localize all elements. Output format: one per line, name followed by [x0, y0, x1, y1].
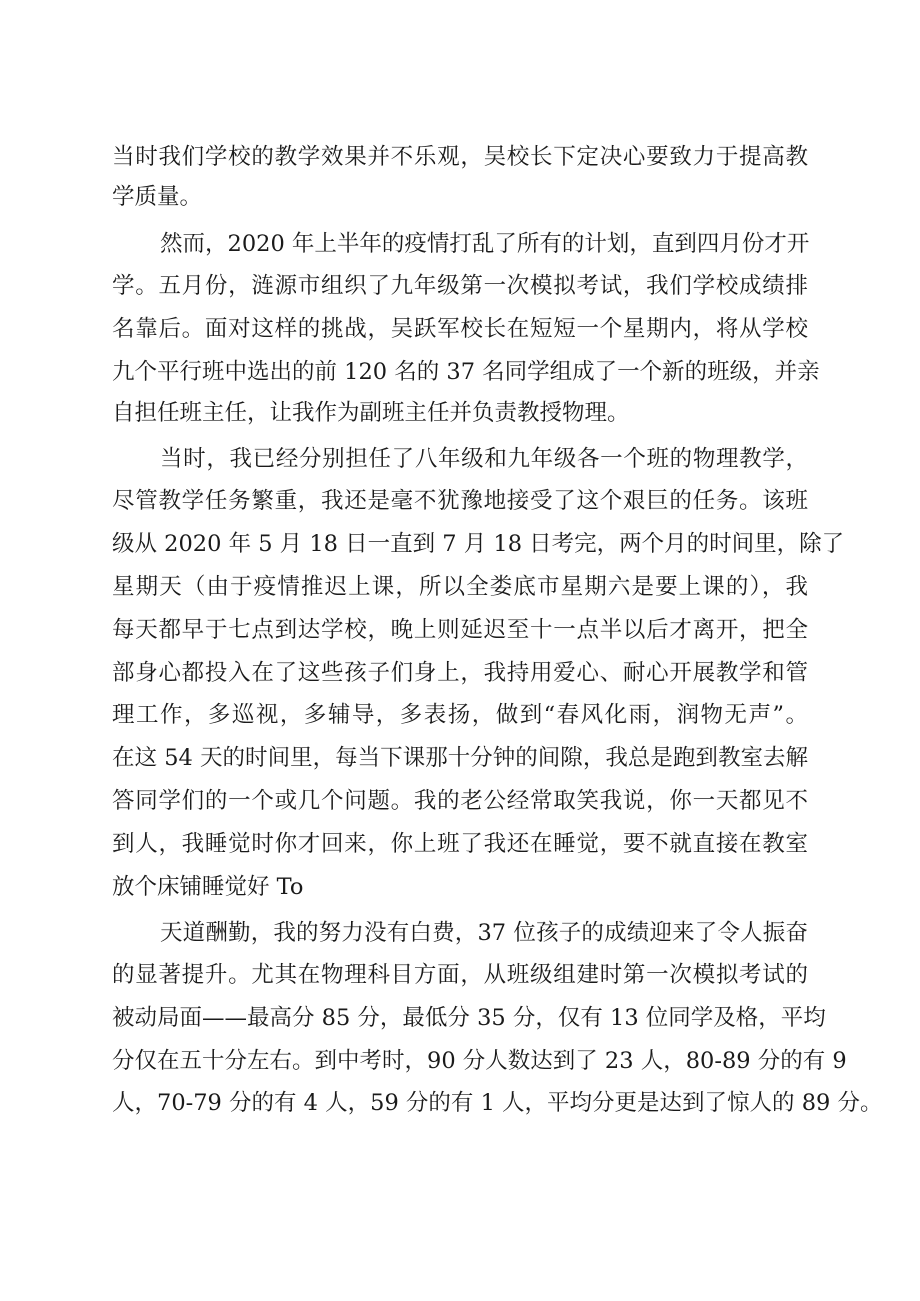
- paragraph-3-line-4: 星期天（由于疫情推迟上课，所以全娄底市星期六是要上课的），我: [112, 574, 808, 600]
- paragraph-4-line-4: 分仅在五十分左右。到中考时，90 分人数达到了 23 人，80-89 分的有 9: [112, 1048, 847, 1074]
- paragraph-4-line-3: 被动局面——最高分 85 分，最低分 35 分，仅有 13 位同学及格，平均: [112, 1005, 826, 1031]
- paragraph-4-line-2: 的显著提升。尤其在物理科目方面，从班级组建时第一次模拟考试的: [112, 962, 808, 988]
- paragraph-2-line-2: 学。五月份，涟源市组织了九年级第一次模拟考试，我们学校成绩排: [112, 273, 808, 299]
- paragraph-3-line-10: 到人，我睡觉时你才回来，你上班了我还在睡觉，要不就直接在教室: [112, 831, 808, 857]
- paragraph-1-line-2: 学质量。: [112, 184, 203, 210]
- paragraph-3-line-3: 级从 2020 年 5 月 18 日一直到 7 月 18 日考完，两个月的时间里，除了: [112, 531, 845, 557]
- paragraph-2-line-1: 然而，2020 年上半年的疫情打乱了所有的计划，直到四月份才开: [160, 231, 810, 257]
- paragraph-1-line-1: 当时我们学校的教学效果并不乐观，吴校长下定决心要致力于提高教: [112, 144, 808, 170]
- paragraph-3-line-1: 当时，我已经分别担任了八年级和九年级各一个班的物理教学，: [160, 446, 808, 472]
- paragraph-3-line-7: 理工作，多巡视，多辅导，多表扬，做到“春风化雨，润物无声”。: [112, 702, 808, 728]
- paragraph-3-line-2: 尽管教学任务繁重，我还是毫不犹豫地接受了这个艰巨的任务。该班: [112, 488, 808, 514]
- paragraph-3-line-5: 每天都早于七点到达学校，晚上则延迟至十一点半以后才离开，把全: [112, 617, 808, 643]
- paragraph-3-line-8: 在这 54 天的时间里，每当下课那十分钟的间隙，我总是跑到教室去解: [112, 745, 808, 771]
- paragraph-2-line-4: 九个平行班中选出的前 120 名的 37 名同学组成了一个新的班级，并亲: [112, 359, 820, 385]
- paragraph-2-line-3: 名靠后。面对这样的挑战，吴跃军校长在短短一个星期内，将从学校: [112, 316, 808, 342]
- paragraph-3-line-9: 答同学们的一个或几个问题。我的老公经常取笑我说，你一天都见不: [112, 788, 808, 814]
- paragraph-4-line-5: 人，70-79 分的有 4 人，59 分的有 1 人，平均分更是达到了惊人的 89 分。: [112, 1090, 883, 1116]
- paragraph-2-line-5: 自担任班主任，让我作为副班主任并负责教授物理。: [112, 400, 630, 426]
- paragraph-3-line-6: 部身心都投入在了这些孩子们身上，我持用爱心、耐心开展教学和管: [112, 660, 808, 686]
- paragraph-3-line-11: 放个床铺睡觉好 To: [112, 874, 304, 900]
- paragraph-4-line-1: 天道酬勤，我的努力没有白费，37 位孩子的成绩迎来了令人振奋: [160, 920, 808, 946]
